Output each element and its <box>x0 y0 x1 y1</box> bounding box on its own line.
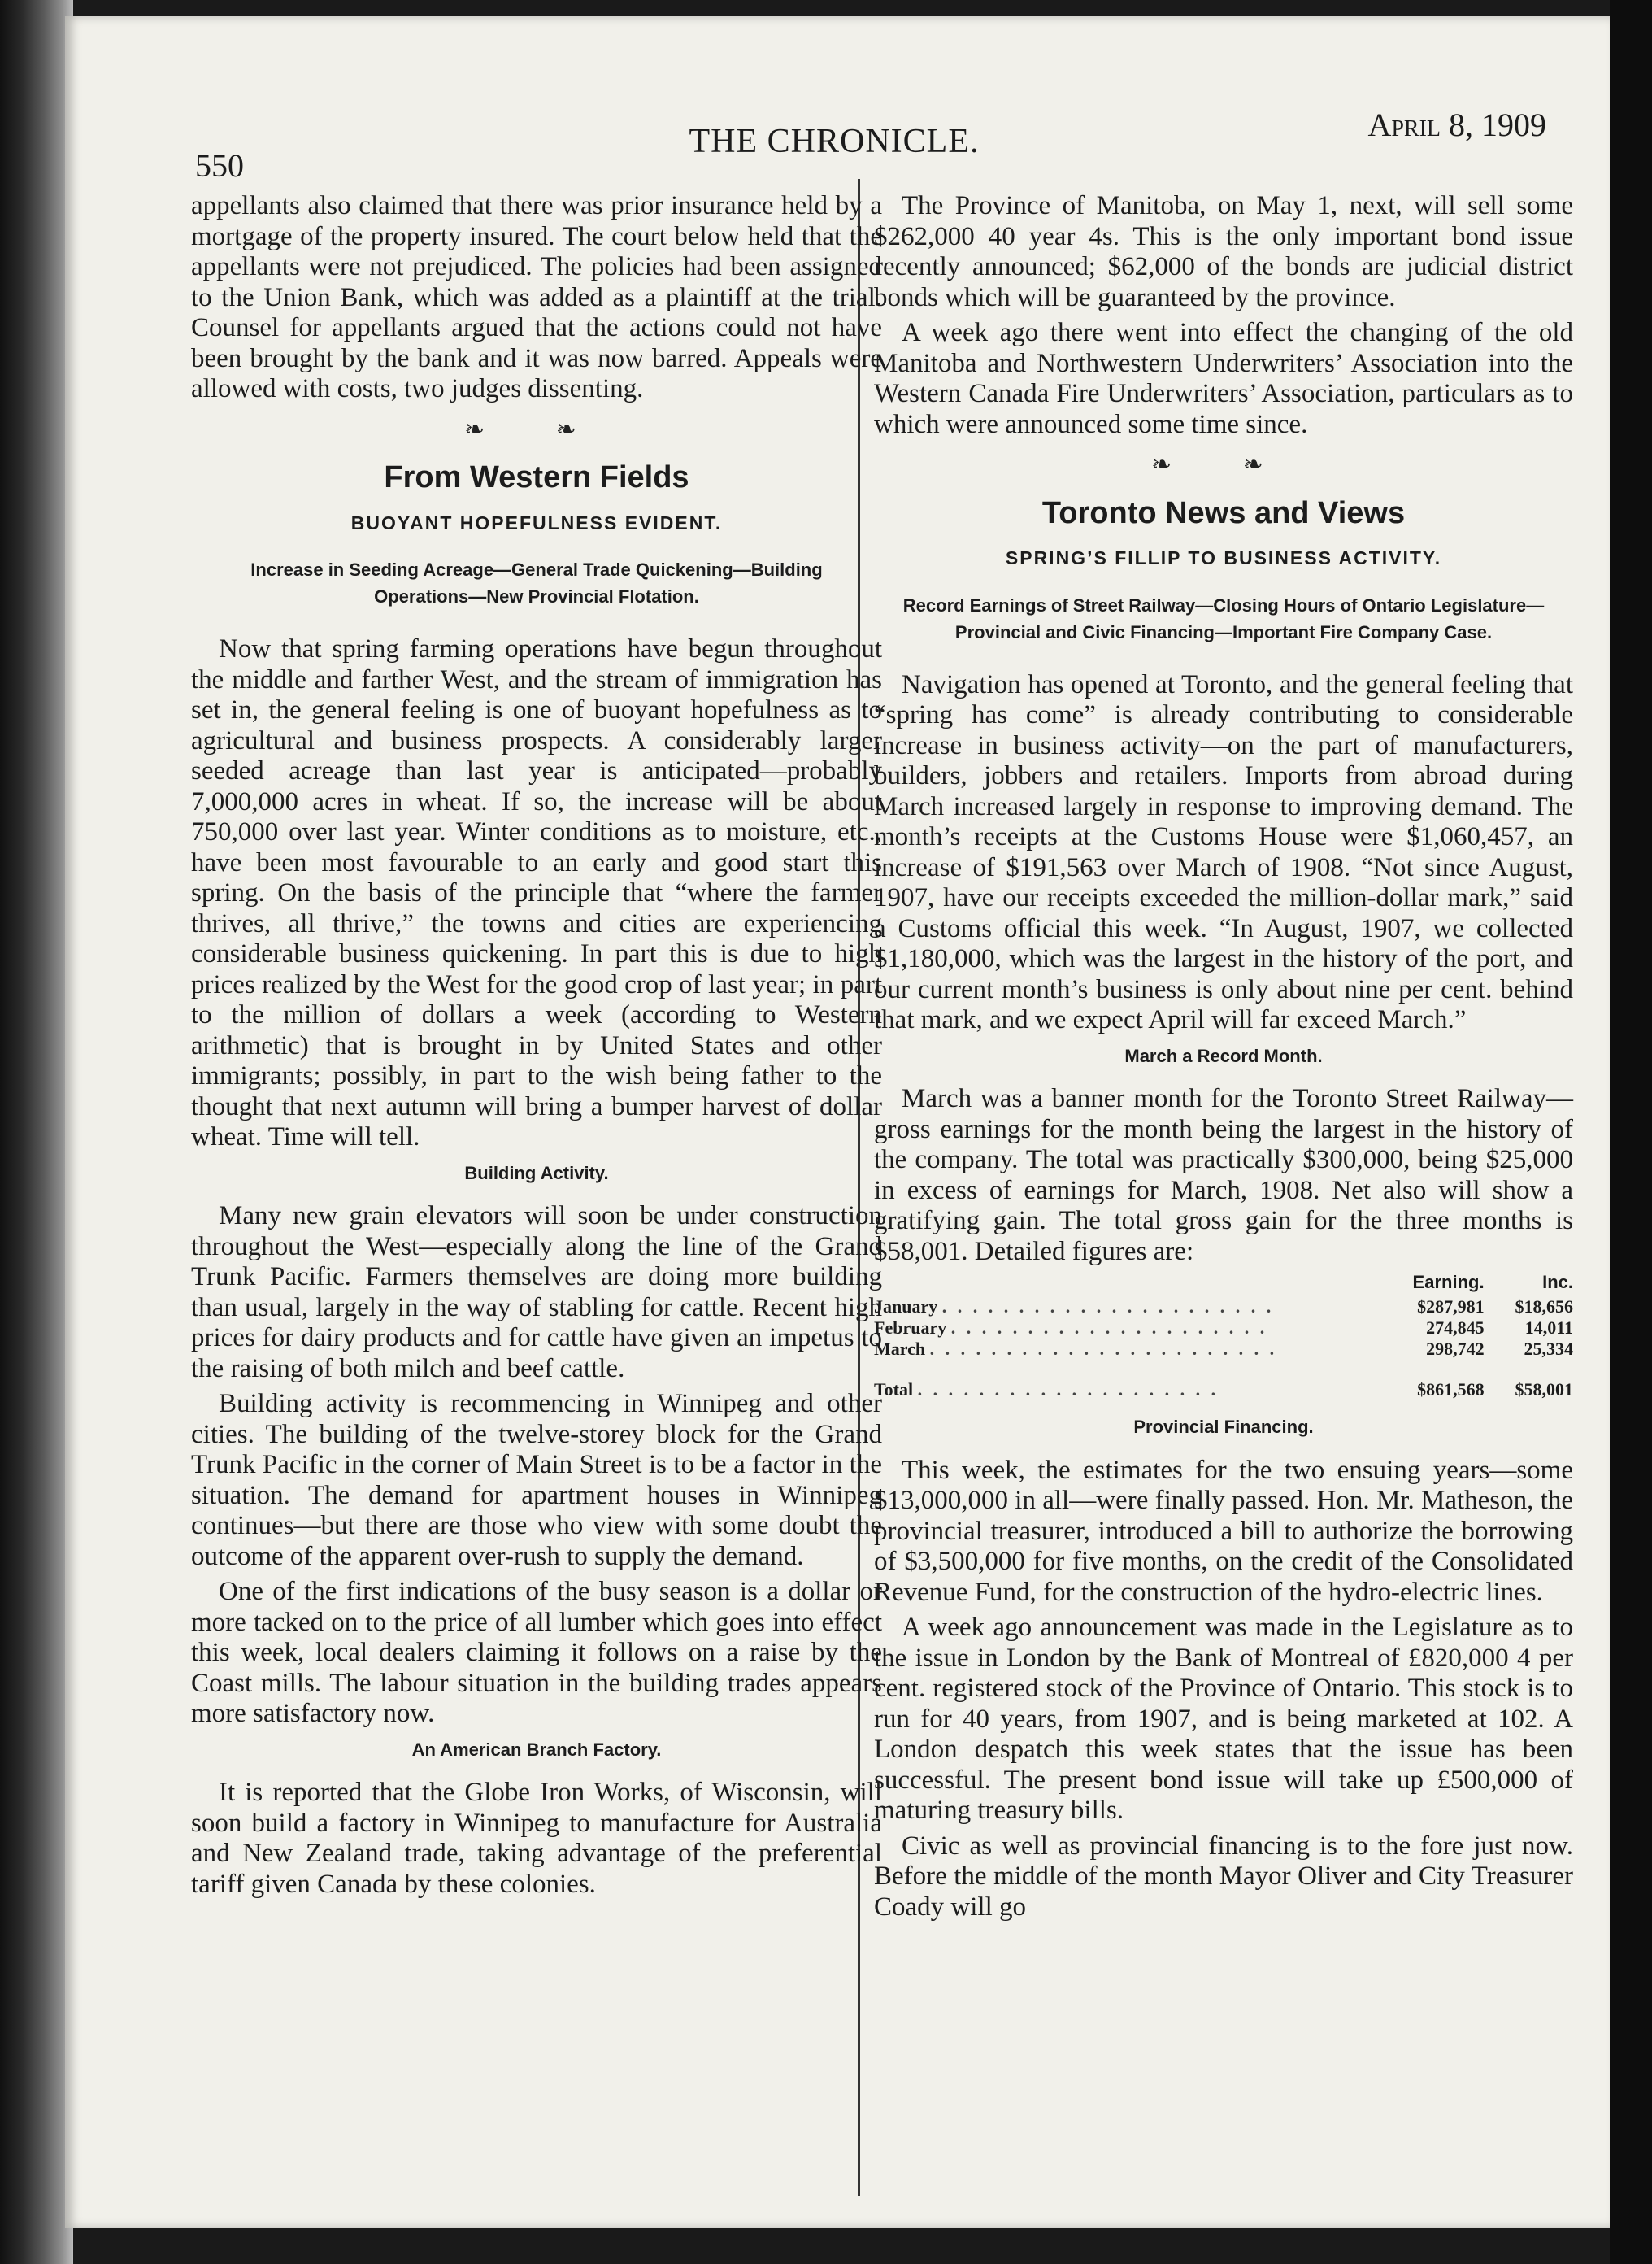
row-label: January <box>874 1296 938 1317</box>
article-title: Toronto News and Views <box>1041 495 1406 530</box>
leader-dots: . . . . . . . . . . . . . . . . . . . . . <box>950 1317 1268 1338</box>
section-heading: An American Branch Factory. <box>411 1739 662 1760</box>
article-paragraph: Civic as well as provincial financing is to the fore just now. Before the middle of the month Mayor Oliver and City Treasurer Coady will go <box>874 1831 1573 1922</box>
table-row <box>874 1339 1573 1360</box>
row-label: February <box>874 1317 947 1338</box>
continued-paragraph: appellants also claimed that there was prior insurance held by a mortgage of the property insured. The court below held that the appellants were not prejudiced. The policies had been assigned to the Union Bank, which was added as a plaintiff at the trial. Counsel for appellants argued that the actions could not have been brought by the bank and it was now barred. Appeals were allowed with costs, two judges dissenting. <box>191 191 882 403</box>
intro-paragraph: A week ago there went into effect the changing of the old Manitoba and Northwestern Underwriters’ Association into the Western Canada Fire Underwriters’ Association, particulars as to which were announced some time since. <box>874 318 1573 439</box>
book-binding-shadow <box>0 0 73 2264</box>
journal-title: THE CHRONICLE. <box>689 123 980 160</box>
article-paragraph: Navigation has opened at Toronto, and the general feeling that “spring has come” is already contributing to considerable increase in business activity—on the part of manufacturers, builders, jobbers and retailers. Imports from abroad during March increased largely in response to improving demand. The month’s receipts at the Customs House were $1,060,457, an increase of $191,563 over March of 1908. “Not since August, 1907, have our receipts exceeded the million-dollar mark,” said a Customs official this week. “In August, 1907, we collected $1,180,000, which was the largest in the history of the port, and our current month’s business is only about nine per cent. behind that mark, and we expect April will far exceed March.” <box>874 669 1573 1034</box>
earnings-table <box>874 1272 1573 1400</box>
issue-date: April 8, 1909 <box>1367 107 1546 143</box>
row-label: Total <box>874 1379 914 1400</box>
earning-total: $861,568 <box>1417 1379 1485 1400</box>
left-column <box>191 191 882 1905</box>
article-paragraph: Building activity is recommencing in Winnipeg and other cities. The building of the twelve-storey block for the Grand Trunk Pacific in the corner of Main Street is to be a factor in the situation. The demand for apartment houses in Winnipeg continues—but there are those who view with some doubt the outcome of the apparent over-rush to supply the demand. <box>191 1389 882 1571</box>
section-heading: Building Activity. <box>464 1162 609 1183</box>
article-subtitle: BUOYANT HOPEFULNESS EVIDENT. <box>350 512 723 533</box>
running-header <box>122 89 1546 184</box>
table-total-row <box>874 1360 1573 1400</box>
table-header: Inc. <box>1542 1272 1573 1292</box>
section-ornament: ❧ ❧ <box>1151 451 1296 478</box>
section-ornament: ❧ ❧ <box>464 416 609 443</box>
article-title: From Western Fields <box>384 460 689 494</box>
row-label: March <box>874 1339 926 1359</box>
increase-cell: 14,011 <box>1524 1317 1573 1338</box>
increase-total: $58,001 <box>1515 1379 1573 1400</box>
leader-dots: . . . . . . . . . . . . . . . . . . . . . . <box>941 1296 1275 1317</box>
table-row <box>874 1296 1573 1317</box>
increase-cell: 25,334 <box>1524 1339 1573 1359</box>
earning-cell: 298,742 <box>1426 1339 1485 1359</box>
leader-dots: . . . . . . . . . . . . . . . . . . . . . . . <box>929 1339 1278 1359</box>
increase-cell: $18,656 <box>1515 1296 1573 1317</box>
article-paragraph: It is reported that the Globe Iron Works, of Wisconsin, will soon build a factory in Winnipeg to manufacture for Australia and New Zealand trade, taking advantage of the preferential tariff given Canada by these colonies. <box>191 1778 882 1899</box>
scan-border <box>1610 0 1652 2264</box>
table-header: Earning. <box>1412 1272 1485 1292</box>
article-paragraph: A week ago announcement was made in the Legislature as to the issue in London by the Bank of Montreal of £820,000 4 per cent. registered stock of the Province of Ontario. This stock is to run for 40 years, from 1907, and is being marketed at 102. A London despatch this week states that the issue has been successful. The present bond issue will take up £500,000 of maturing treasury bills. <box>874 1613 1573 1825</box>
earning-cell: 274,845 <box>1426 1317 1485 1338</box>
leader-dots: . . . . . . . . . . . . . . . . . . . . <box>917 1379 1219 1400</box>
article-paragraph: Many new grain elevators will soon be under construction throughout the West—especially along the line of the Grand Trunk Pacific. Farmers themselves are doing more building than usual, largely in the way of stabling for cattle. Recent high prices for dairy products and for cattle have given an impetus to the raising of both milch and beef cattle. <box>191 1201 882 1383</box>
page-number: 550 <box>195 147 244 184</box>
article-paragraph: This week, the estimates for the two ensuing years—some $13,000,000 in all—were finally passed. Hon. Mr. Matheson, the provincial treasurer, introduced a bill to authorize the borrowing of $3,500,000 for five months, on the credit of the Consolidated Revenue Fund, for the construction of the hydro-electric lines. <box>874 1455 1573 1607</box>
article-paragraph: One of the first indications of the busy season is a dollar or more tacked on to the price of all lumber which goes into effect this week, local dealers claiming it follows on a raise by the Coast mills. The labour situation in the building trades appears more satisfactory now. <box>191 1577 882 1728</box>
article-subtitle: SPRING’S FILLIP TO BUSINESS ACTIVITY. <box>1005 547 1442 568</box>
section-heading: Provincial Financing. <box>1133 1417 1314 1437</box>
intro-paragraph: The Province of Manitoba, on May 1, next, will sell some $262,000 40 year 4s. This is the only important bond issue recently announced; $62,000 of the bonds are judicial district bonds which will be guaranteed by the province. <box>874 191 1573 312</box>
earning-cell: $287,981 <box>1417 1296 1485 1317</box>
table-row <box>874 1317 1573 1339</box>
article-deck: Increase in Seeding Acreage—General Trade Quickening—Building Operations—New Provincial Flotation. <box>250 559 823 607</box>
article-paragraph: Now that spring farming operations have begun throughout the middle and farther West, and the stream of immigration has set in, the general feeling is one of buoyant hopefulness as to agricultural and business prospects. A considerably larger seeded acreage than last year is anticipated—probably 7,000,000 acres in wheat. If so, the increase will be about 750,000 over last year. Winter conditions as to moisture, etc., have been most favourable to an early and good start this spring. On the basis of the principle that “where the farmer thrives, all thrive,” the towns and cities are experiencing considerable business quickening. In part this is due to high prices realized by the West for the good crop of last year; in part to the million of dollars a week (according to Western arithmetic) that is brought in by United States and other immigrants; possibly, in part to the wish being father to the thought that next autumn will bring a bumper harvest of dollar wheat. Time will tell. <box>191 634 882 1152</box>
article-deck: Record Earnings of Street Railway—Closing Hours of Ontario Legislature—Provincial and Civic Financing—Important Fire Company Case. <box>902 594 1545 642</box>
right-column <box>874 191 1573 1927</box>
article-paragraph: March was a banner month for the Toronto Street Railway—gross earnings for the month being the largest in the history of the company. The total was practically $300,000, being $25,000 in excess of earnings for March, 1908. Net also will show a gratifying gain. The total gross gain for the three months is $58,001. Detailed figures are: <box>874 1084 1573 1266</box>
section-heading: March a Record Month. <box>1124 1045 1323 1066</box>
